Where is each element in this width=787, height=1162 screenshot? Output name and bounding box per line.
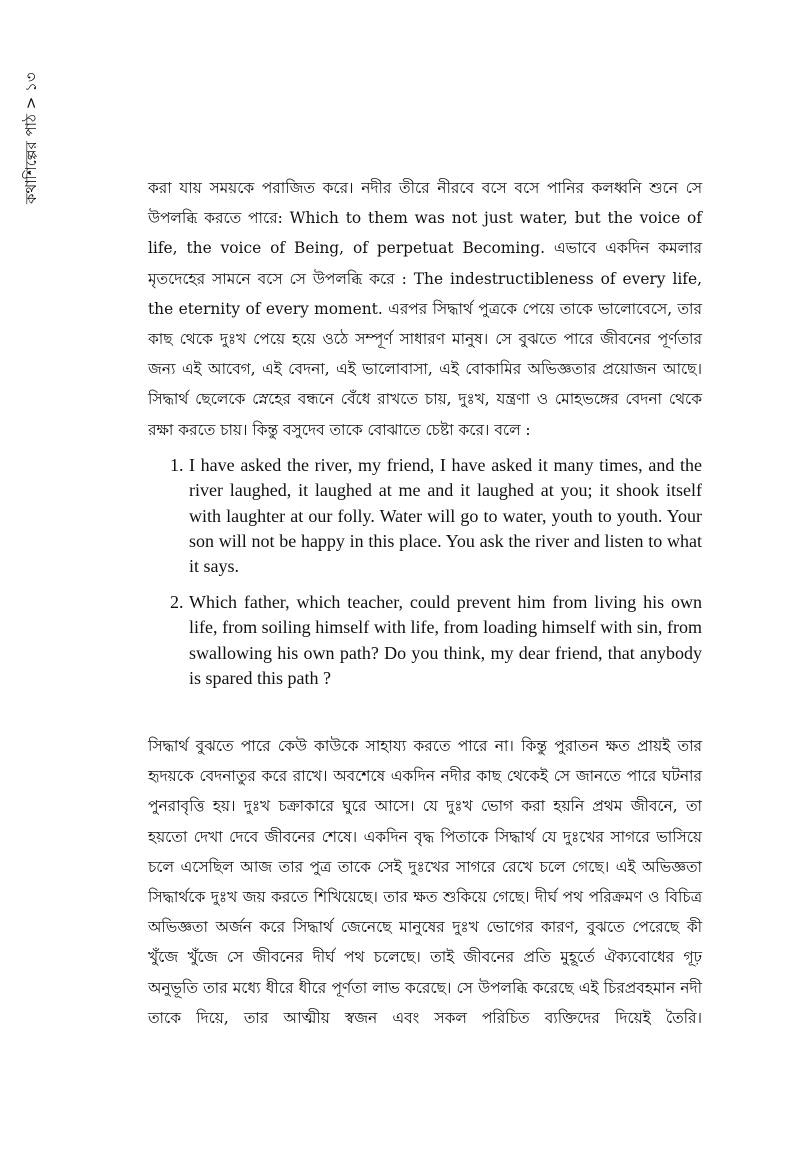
list-number: 1.: [170, 454, 184, 475]
list-item: [170, 453, 702, 580]
running-head: কথাশিল্পের পাঠ > ১৩: [22, 72, 40, 204]
quote-text: I have asked the river, my friend, I have asked it many times, and the river laughed, it laughed at me and it laughed at you; it shook itself with laughter at our folly. Water will go to water, youth to youth. Your son will not be happy in this place. You ask the river and listen to what it says.: [189, 454, 702, 577]
quote-list: [148, 453, 702, 692]
list-number: 2.: [170, 591, 184, 612]
quote-text: Which father, which teacher, could prevent him from living his own life, from soiling himself with life, from loading himself with sin, from swallowing his own path? Do you think, my dear friend, that anybody is spared this path ?: [189, 591, 702, 689]
page-body: [148, 173, 702, 701]
page-body-continued: [148, 731, 702, 1033]
list-item: [170, 590, 702, 692]
paragraph-2: সিদ্ধার্থ বুঝতে পারে কেউ কাউকে সাহায্য করতে পারে না। কিন্তু পুরাতন ক্ষত প্রায়ই তার হৃদয়কে বেদনাতুর করে রাখে। অবশেষে একদিন নদীর কাছ থেকেই সে জানতে পারে ঘটনার পুনরাবৃত্তি হয়। দুঃখ চক্রাকারে ঘুরে আসে। যে দুঃখ ভোগ করা হয়নি প্রথম জীবনে, তা হয়তো দেখা দেবে জীবনের শেষে। একদিন বৃদ্ধ পিতাকে সিদ্ধার্থ যে দুঃখের সাগরে ভাসিয়ে চলে এসেছিল আজ তার পুত্র তাকে সেই দুঃখের সাগরে রেখে চলে গেছে। এই অভিজ্ঞতা সিদ্ধার্থকে দুঃখ জয় করতে শিখিয়েছে। তার ক্ষত শুকিয়ে গেছে। দীর্ঘ পথ পরিক্রমণ ও বিচিত্র অভিজ্ঞতা অর্জন করে সিদ্ধার্থ জেনেছে মানুষের দুঃখ ভোগের কারণ, বুঝতে পেরেছে কী খুঁজে খুঁজে সে জীবনের দীর্ঘ পথ চলেছে। তাই জীবনের প্রতি মুহূর্তে ঐক্যবোধের গূঢ় অনুভূতি তার মধ্যে ধীরে ধীরে পূর্ণতা লাভ করেছে। সে উপলব্ধি করেছে এই চিরপ্রবহমান নদী তাকে দিয়ে, তার আত্মীয় স্বজন এবং সকল পরিচিত ব্যক্তিদের দিয়েই তৈরি।: [148, 737, 702, 1027]
paragraph-1: করা যায় সময়কে পরাজিত করে। নদীর তীরে নীরবে বসে বসে পানির কলধ্বনি শুনে সে উপলব্ধি করতে পারে: Which to them was not just water, but the voice of life, the voice of Being, of perpetuat Becoming. এভাবে একদিন কমলার মৃতদেহের সামনে বসে সে উপলব্ধি করে : The indestructibleness of every life, the eternity of every moment. এরপর সিদ্ধার্থ পুত্রকে পেয়ে তাকে ভালোবেসে, তার কাছ থেকে দুঃখ পেয়ে হয়ে ওঠে সম্পূর্ণ সাধারণ মানুষ। সে বুঝতে পারে জীবনের পূর্ণতার জন্য এই আবেগ, এই বেদনা, এই ভালোবাসা, এই বোকামির অভিজ্ঞতার প্রয়োজন আছে। সিদ্ধার্থ ছেলেকে স্নেহের বন্ধনে বেঁধে রাখতে চায়, দুঃখ, যন্ত্রণা ও মোহভঙ্গের বেদনা থেকে রক্ষা করতে চায়। কিন্তু বসুদেব তাকে বোঝাতে চেষ্টা করে। বলে :: [148, 179, 702, 439]
